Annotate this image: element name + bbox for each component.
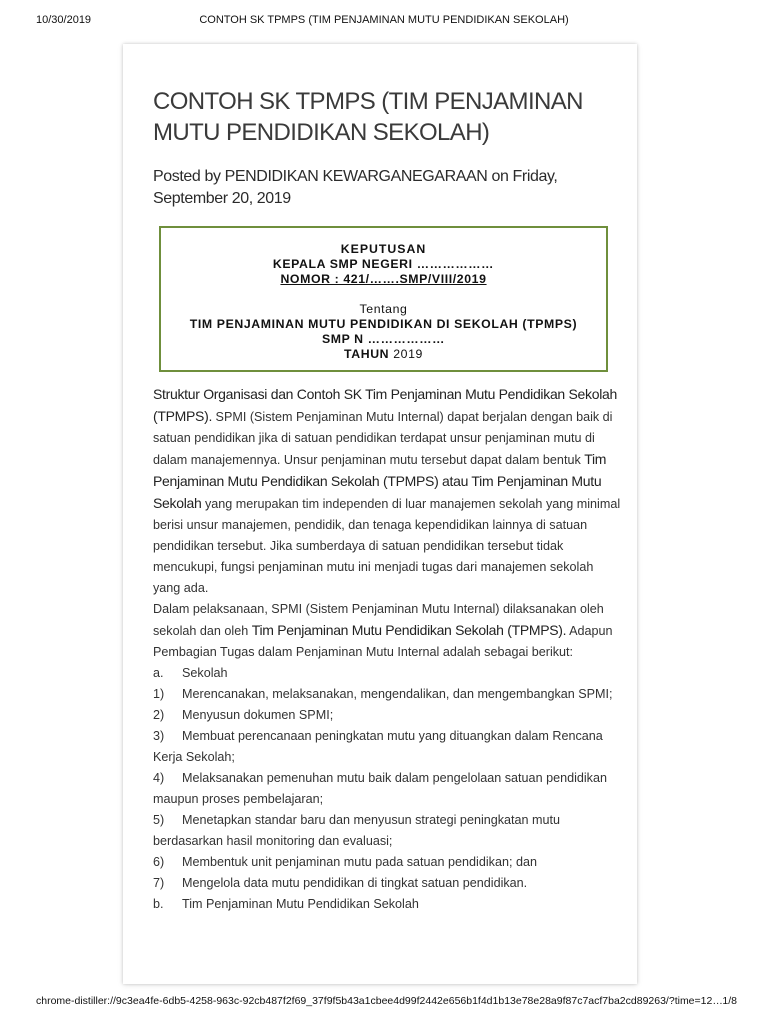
list-marker: 1) xyxy=(153,687,165,701)
sk-line-kepala: KEPALA SMP NEGERI ……………… xyxy=(272,257,495,271)
list-marker: a. xyxy=(153,666,164,680)
list-text: Mengelola data mutu pendidikan di tingkat satuan pendidikan. xyxy=(182,876,528,890)
list-marker: 6) xyxy=(153,855,165,869)
strong-text: Tim Penjaminan Mutu Pendidikan Sekolah (TPMPS). xyxy=(251,622,567,638)
article-title: CONTOH SK TPMPS (TIM PENJAMINAN MUTU PENDIDIKAN SEKOLAH) xyxy=(153,88,583,146)
sk-header-image xyxy=(159,226,608,372)
list-item xyxy=(153,894,623,915)
list-marker: 4) xyxy=(153,771,165,785)
list-item xyxy=(153,726,623,768)
sk-line-smp: SMP N ……………… xyxy=(321,332,446,346)
print-page-title: CONTOH SK TPMPS (TIM PENJAMINAN MUTU PENDIDIKAN SEKOLAH) xyxy=(199,14,569,26)
list-item xyxy=(153,684,623,705)
list-marker: 5) xyxy=(153,813,165,827)
list-item xyxy=(153,663,623,684)
list-item xyxy=(153,705,623,726)
article-sheet xyxy=(123,44,637,984)
list-text: Membentuk unit penjaminan mutu pada satuan pendidikan; dan xyxy=(182,855,537,869)
print-date: 10/30/2019 xyxy=(36,14,92,26)
sk-line-tentang: Tentang xyxy=(359,302,408,316)
sk-line-keputusan: KEPUTUSAN xyxy=(340,242,427,256)
list-marker: 7) xyxy=(153,876,165,890)
article-body xyxy=(153,384,623,915)
list-marker: 3) xyxy=(153,729,165,743)
body-text: Adapun Pembagian Tugas dalam Penjaminan Mutu Internal adalah sebagai berikut: xyxy=(153,624,613,659)
list-text: Membuat perencanaan peningkatan mutu yang dituangkan dalam Rencana Kerja Sekolah; xyxy=(153,729,603,764)
body-text: Dalam pelaksanaan, SPMI (Sistem Penjaminan Mutu Internal) dilaksanakan oleh sekolah dan oleh xyxy=(153,602,604,638)
article-byline: Posted by PENDIDIKAN KEWARGANEGARAAN on Friday, September 20, 2019 xyxy=(153,168,558,207)
print-url: chrome-distiller://9c3ea4fe-6db5-4258-963c-92cb487f2f69_37f9f5b43a1cbee4d99f2442e656b1f4d1b13e78e28a9f87c7acf7ba2cd89263/?time=12… xyxy=(36,995,723,1007)
list-item xyxy=(153,852,623,873)
list-item xyxy=(153,810,623,852)
list-marker: b. xyxy=(153,897,164,911)
task-list xyxy=(153,663,623,915)
sk-line-nomor: NOMOR : 421/…….SMP/VIII/2019 xyxy=(280,272,487,286)
list-text: Melaksanakan pemenuhan mutu baik dalam pengelolaan satuan pendidikan maupun proses pembelajaran; xyxy=(153,771,607,806)
sk-tahun-value: 2019 xyxy=(389,347,423,361)
print-page-number: 1/8 xyxy=(722,995,737,1007)
strong-text: Tim Penjaminan Mutu Pendidikan Sekolah (TPMPS) atau Tim Penjaminan Mutu Sekolah xyxy=(153,451,607,511)
strong-text: Struktur Organisasi dan Contoh SK Tim Penjaminan Mutu Pendidikan Sekolah (TPMPS). xyxy=(153,386,617,424)
print-footer xyxy=(0,995,768,1009)
paragraph-pelaksanaan xyxy=(153,599,623,663)
list-text: Menyusun dokumen SPMI; xyxy=(182,708,334,722)
list-marker: 2) xyxy=(153,708,165,722)
sk-line-tahun xyxy=(161,347,606,362)
body-text: yang merupakan tim independen di luar manajemen sekolah yang minimal berisi unsur manajemen, pendidik, dan tenaga kependidikan lainnya di satuan pendidikan tersebut. Jika sumberdaya di satuan pendidikan tersebut tidak mencukupi, fungsi penjaminan mutu ini menjadi tugas dari manajemen sekolah yang ada. xyxy=(153,497,621,595)
list-text: Menetapkan standar baru dan menyusun strategi peningkatan mutu berdasarkan hasil monitoring dan evaluasi; xyxy=(153,813,561,848)
list-text: Merencanakan, melaksanakan, mengendalikan, dan mengembangkan SPMI; xyxy=(182,687,613,701)
paragraph-intro xyxy=(153,384,623,599)
list-text: Sekolah xyxy=(182,666,228,680)
list-item xyxy=(153,873,623,894)
print-header xyxy=(0,14,768,30)
list-item xyxy=(153,768,623,810)
list-text: Tim Penjaminan Mutu Pendidikan Sekolah xyxy=(182,897,419,911)
body-text: SPMI (Sistem Penjaminan Mutu Internal) dapat berjalan dengan baik di satuan pendidikan jika di satuan pendidikan terdapat unsur penjaminan mutu di dalam manajemennya. Unsur penjaminan mutu tersebut dapat dalam bentuk xyxy=(153,410,613,467)
sk-line-tim: TIM PENJAMINAN MUTU PENDIDIKAN DI SEKOLAH (TPMPS) xyxy=(189,317,578,331)
sk-tahun-label: TAHUN xyxy=(344,347,390,361)
